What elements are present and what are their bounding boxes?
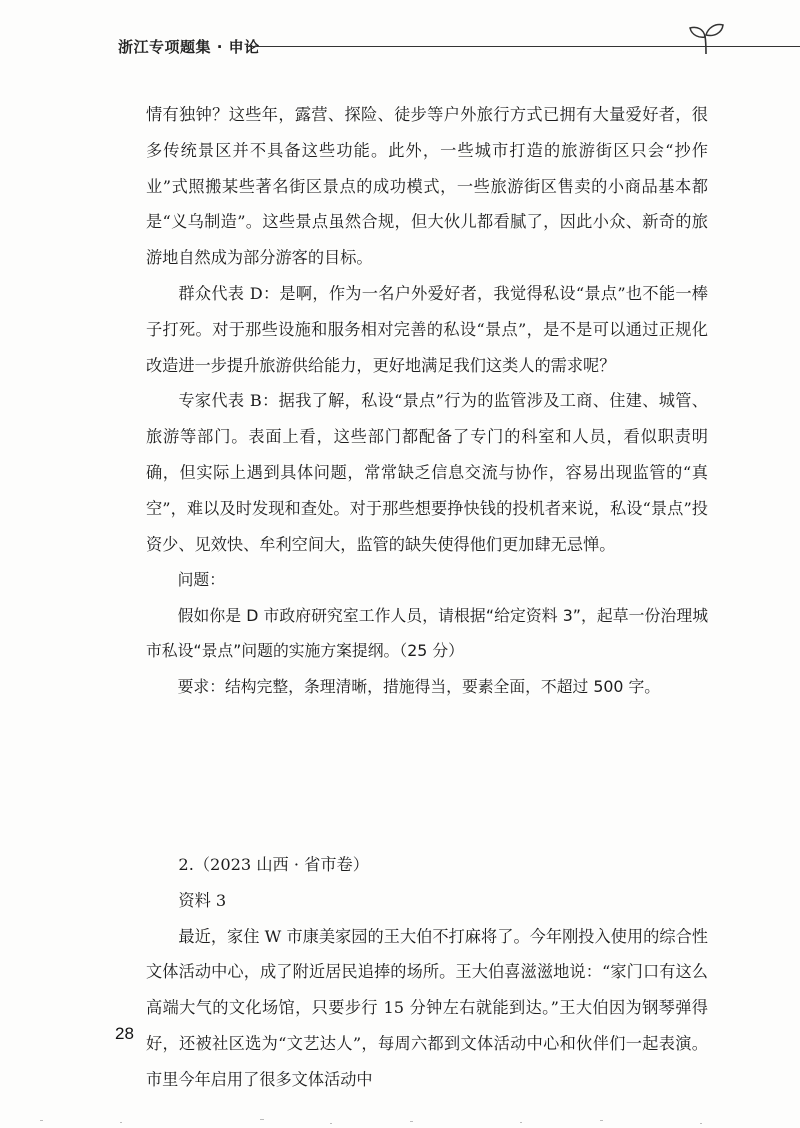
item2-heading: 2.（2023 山西 · 省市卷） xyxy=(178,854,369,874)
item2-material-label: 资料 3 xyxy=(178,890,227,910)
requirement-text: 要求：结构完整，条理清晰，措施得当，要素全面，不超过 500 字。 xyxy=(177,676,661,696)
paragraph-continued: 情有独钟？这些年，露营、探险、徒步等户外旅行方式已拥有大量爱好者，很多传统景区并不具备这些功能。此外，一些城市打造的旅游街区只会“抄作业”式照搬某些著名街区景点的成功模式，一些旅游街区售卖的小商品基本都是“义乌制造”。这些景点虽然合规，但大伙儿都看腻了，因此小众、新奇的旅游地自然成为部分游客的目标。 xyxy=(146,105,708,268)
main-content xyxy=(146,97,708,1098)
header-title: 浙江专项题集 · 申论 xyxy=(118,38,260,56)
scan-edge-noise xyxy=(0,1110,800,1128)
paragraph-representative-d: 群众代表 D：是啊，作为一名户外爱好者，我觉得私设“景点”也不能一棒子打死。对于那些设施和服务相对完善的私设“景点”，是不是可以通过正规化改造进一步提升旅游供给能力，更好地满足我们这类人的需求呢？ xyxy=(146,283,708,375)
item2-paragraph: 最近，家住 W 市康美家园的王大伯不打麻将了。今年刚投入使用的综合性文体活动中心，成了附近居民追捧的场所。王大伯喜滋滋地说：“家门口有这么高端大气的文化场馆，只要步行 15 分钟左右就能到达。”王大伯因为钢琴弹得好，还被社区选为“文艺达人”，每周六都到文体活动中心和伙伴们一起表演。市里今年启用了很多文体活动中 xyxy=(146,926,708,1089)
running-header xyxy=(118,30,730,70)
sprout-icon xyxy=(686,20,726,56)
question-text: 假如你是 D 市政府研究室工作人员，请根据“给定资料 3”，起草一份治理城市私设“景点”问题的实施方案提纲。（25 分） xyxy=(146,605,708,661)
paragraph-expert-b: 专家代表 B：据我了解，私设“景点”行为的监管涉及工商、住建、城管、旅游等部门。表面上看，这些部门都配备了专门的科室和人员，看似职责明确，但实际上遇到具体问题，常常缺乏信息交流与协作，容易出现监管的“真空”，难以及时发现和查处。对于那些想要挣快钱的投机者来说，私设“景点”投资少、见效快、牟利空间大，监管的缺失使得他们更加肆无忌惮。 xyxy=(146,391,708,554)
answer-space xyxy=(146,704,708,847)
page-number: 28 xyxy=(115,1024,134,1043)
question-label: 问题： xyxy=(177,570,225,590)
